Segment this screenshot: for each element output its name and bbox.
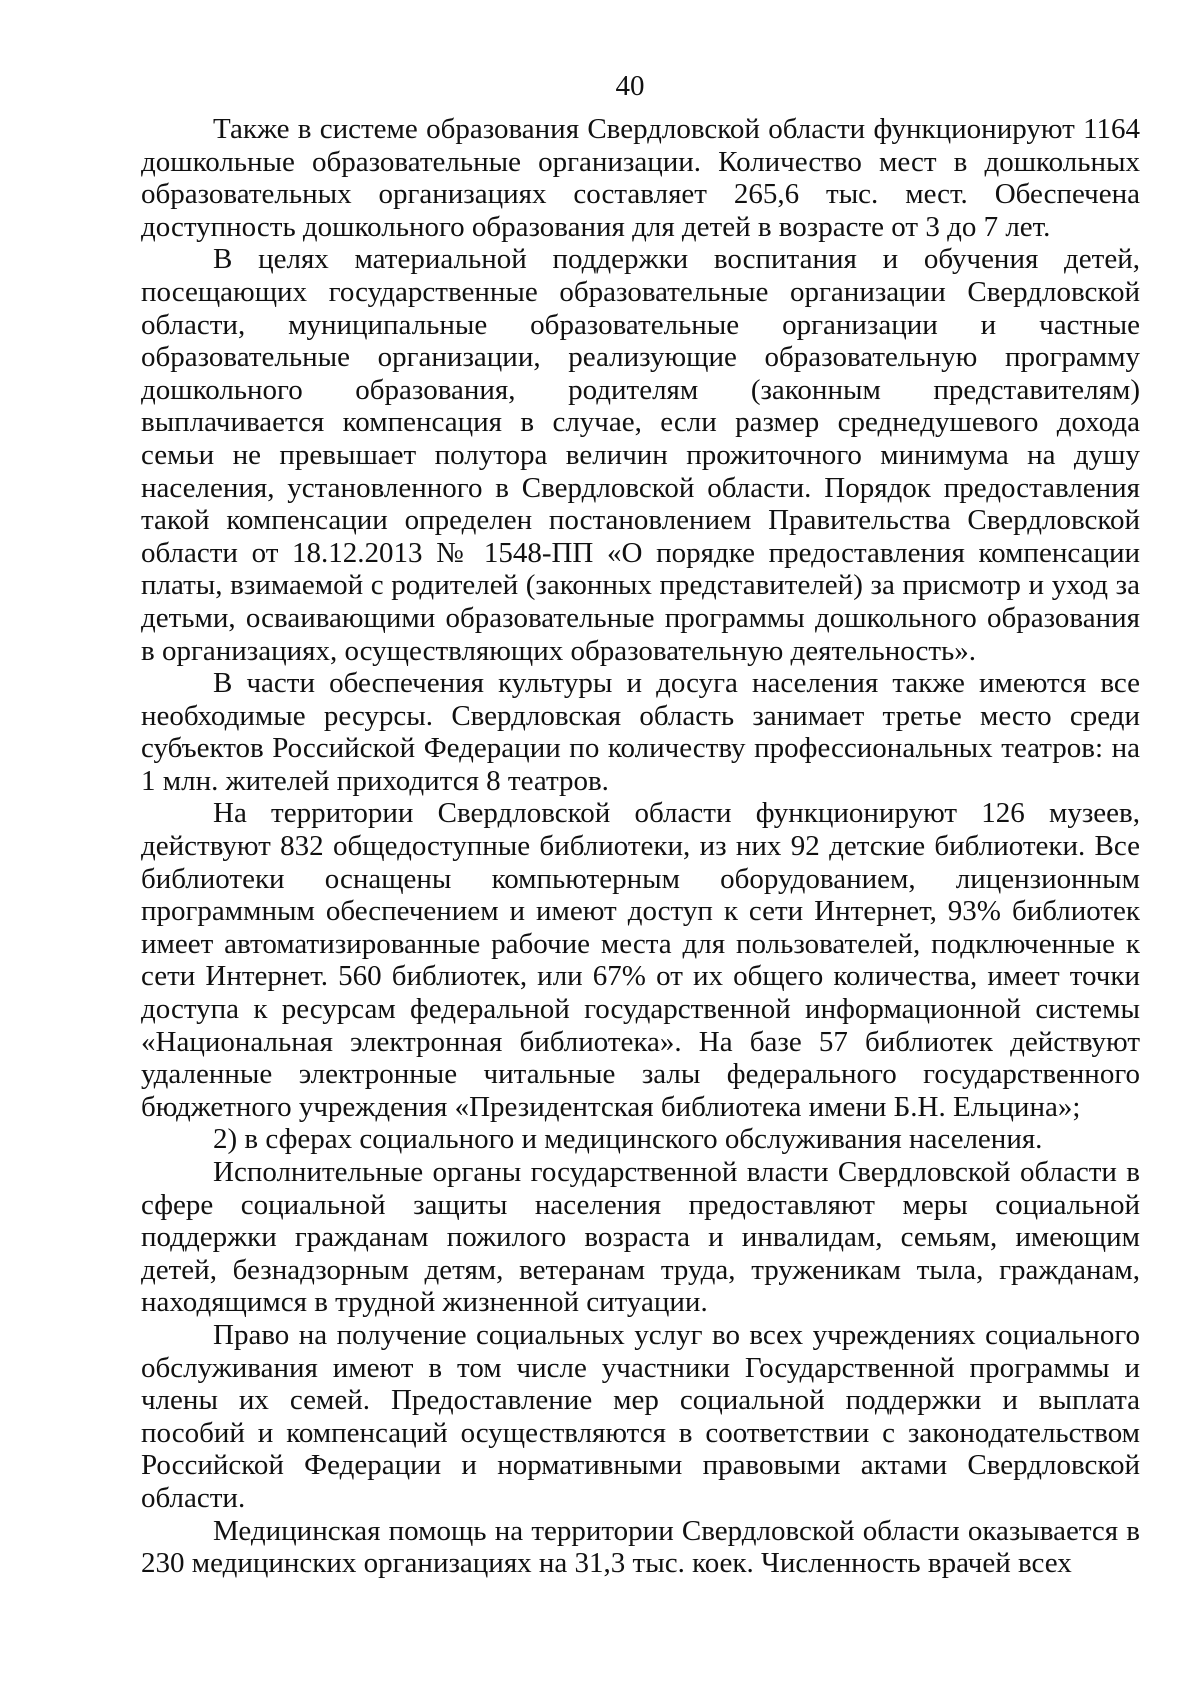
paragraph-medical-care: Медицинская помощь на территории Свердловской области оказывается в 230 медицинских организациях на 31,3 тыс. коек. Численность врачей всех xyxy=(141,1514,1140,1580)
body-text xyxy=(141,113,1140,1580)
paragraph-preschool-organizations: Также в системе образования Свердловской области функционируют 1164 дошкольные образовательные организации. Количество мест в дошкольных образовательных организациях составляет 265,6 тыс. мест. Обеспечена доступность дошкольного образования для детей в возрасте от 3 до 7 лет. xyxy=(141,113,1140,243)
paragraph-compensation: В целях материальной поддержки воспитания и обучения детей, посещающих государственные образовательные организации Свердловской области, муниципальные образовательные организации и частные образовательные организации, реализующие образовательную программу дошкольного образования, родителям (законным представителям) выплачивается компенсация в случае, если размер среднедушевого дохода семьи не превышает полутора величин прожиточного минимума на душу населения, установленного в Свердловской области. Порядок предоставления такой компенсации определен постановлением Правительства Свердловской области от 18.12.2013 № 1548-ПП «О порядке предоставления компенсации платы, взимаемой с родителей (законных представителей) за присмотр и уход за детьми, осваивающими образовательные программы дошкольного образования в организациях, осуществляющих образовательную деятельность». xyxy=(141,243,1140,667)
paragraph-museums-libraries: На территории Свердловской области функционируют 126 музеев, действуют 832 общедоступные библиотеки, из них 92 детские библиотеки. Все библиотеки оснащены компьютерным оборудованием, лицензионным программным обеспечением и имеют доступ к сети Интернет, 93% библиотек имеет автоматизированные рабочие места для пользователей, подключенные к сети Интернет. 560 библиотек, или 67% от их общего количества, имеет точки доступа к ресурсам федеральной государственной информационной системы «Национальная электронная библиотека». На базе 57 библиотек действуют удаленные электронные читальные залы федерального государственного бюджетного учреждения «Президентская библиотека имени Б.Н. Ельцина»; xyxy=(141,797,1140,1123)
paragraph-social-services: Право на получение социальных услуг во всех учреждениях социального обслуживания имеют в том числе участники Государственной программы и члены их семей. Предоставление мер социальной поддержки и выплата пособий и компенсаций осуществляются в соответствии с законодательством Российской Федерации и нормативными правовыми актами Свердловской области. xyxy=(141,1318,1140,1514)
paragraph-social-medical-heading: 2) в сферах социального и медицинского обслуживания населения. xyxy=(213,1123,1043,1156)
paragraph-culture-leisure: В части обеспечения культуры и досуга населения также имеются все необходимые ресурсы. Свердловская область занимает третье место среди субъектов Российской Федерации по количеству профессиональных театров: на 1 млн. жителей приходится 8 театров. xyxy=(141,667,1140,797)
paragraph-social-protection: Исполнительные органы государственной власти Свердловской области в сфере социальной защиты населения предоставляют меры социальной поддержки гражданам пожилого возраста и инвалидам, семьям, имеющим детей, безнадзорным детям, ветеранам труда, труженикам тыла, гражданам, находящимся в трудной жизненной ситуации. xyxy=(141,1156,1140,1319)
page-number: 40 xyxy=(615,70,645,102)
